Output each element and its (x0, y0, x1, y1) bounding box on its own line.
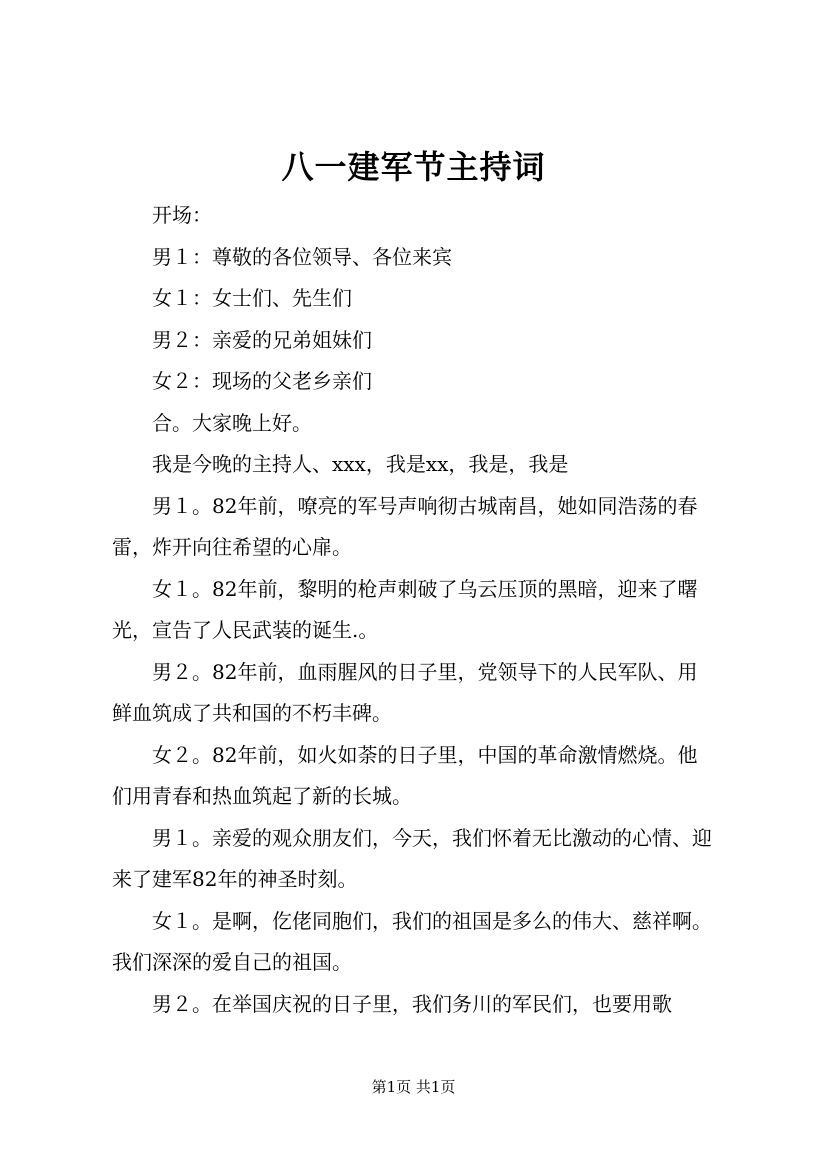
paragraph: 女２：现场的父老乡亲们 (152, 369, 372, 393)
paragraph: 开场： (152, 203, 212, 227)
paragraph: 女２。82年前，如火如荼的日子里，中国的革命激情燃烧。他们用青春和热血筑起了新的长城。 (112, 742, 698, 808)
paragraph: 男２：亲爱的兄弟姐妹们 (152, 327, 372, 352)
paragraph: 男２。在举国庆祝的日子里，我们务川的军民们，也要用歌 (152, 991, 672, 1016)
paragraph: 我是今晚的主持人、xxx，我是xx，我是，我是 (152, 452, 569, 476)
document-body (112, 195, 714, 1025)
document-title: 八一建军节主持词 (281, 148, 546, 186)
paragraph: 女１。是啊，仡佬同胞们，我们的祖国是多么的伟大、慈祥啊。我们深深的爱自己的祖国。 (112, 908, 712, 974)
paragraph: 女１：女士们、先生们 (152, 286, 352, 310)
paragraph: 男１：尊敬的各位领导、各位来宾 (152, 244, 452, 269)
paragraph: 女１。82年前，黎明的枪声刺破了乌云压顶的黑暗，迎来了曙光，宣告了人民武装的诞生.。 (112, 576, 698, 642)
page-footer: 第1页 共1页 (371, 1078, 456, 1096)
paragraph: 合。大家晚上好。 (152, 410, 312, 435)
paragraph: 男１。亲爱的观众朋友们，今天，我们怀着无比激动的心情、迎来了建军82年的神圣时刻。 (112, 825, 712, 891)
paragraph: 男１。82年前，嘹亮的军号声响彻古城南昌，她如同浩荡的春雷，炸开向往希望的心扉。 (112, 493, 698, 559)
paragraph: 男２。82年前，血雨腥风的日子里，党领导下的人民军队、用鲜血筑成了共和国的不朽丰碑。 (112, 659, 698, 725)
